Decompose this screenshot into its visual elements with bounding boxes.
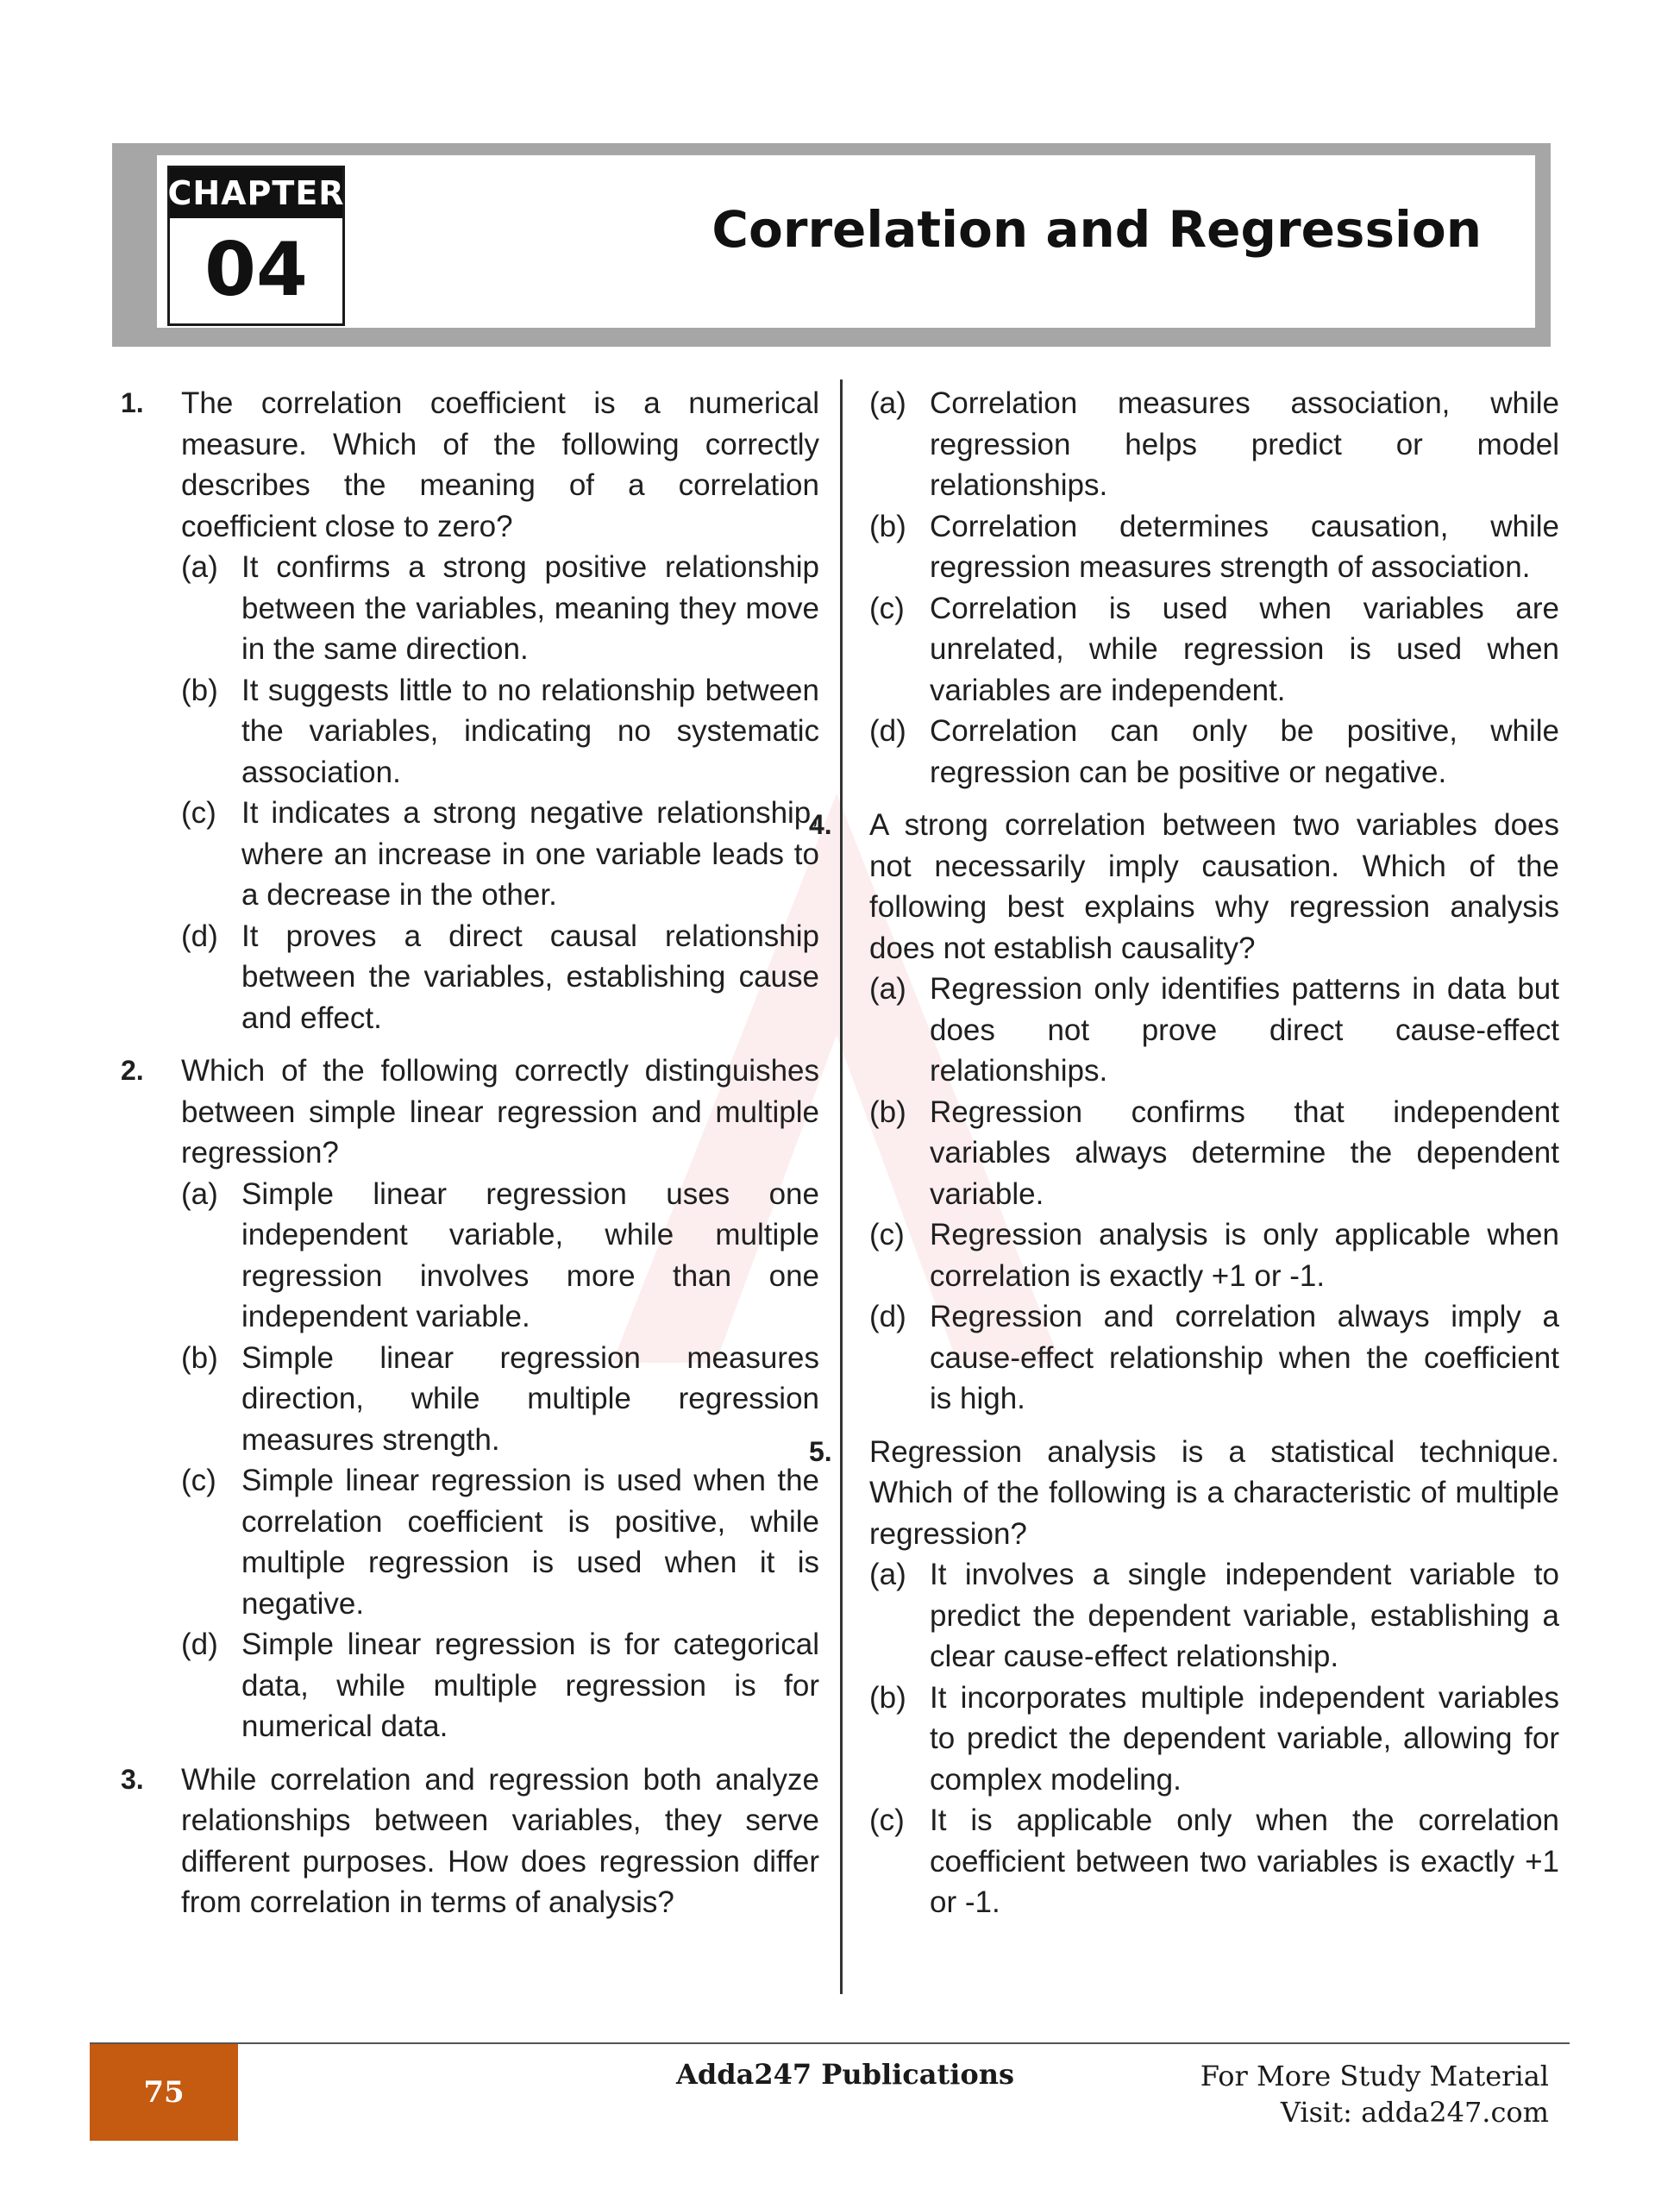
option-text: Regression only identifies patterns in data but does not prove direct cause-effect relationships. — [930, 972, 1559, 1088]
option-label: (a) — [181, 1176, 218, 1211]
option-text: Simple linear regression is for categorical data, while multiple regression is for numerical data. — [241, 1628, 819, 1743]
chapter-number: 04 — [204, 227, 308, 313]
option-b — [869, 1092, 1559, 1215]
option-label: (d) — [181, 919, 218, 953]
question-text: While correlation and regression both analyze relationships between variables, they serve different purposes. How does regression differ from correlation in terms of analysis? — [181, 1762, 819, 1919]
option-a — [181, 1174, 819, 1338]
promo-link[interactable]: Visit: adda247.com — [1280, 2096, 1549, 2129]
question-number: 5. — [809, 1435, 832, 1467]
option-text: It proves a direct causal relationship between the variables, establishing cause and effect. — [241, 919, 819, 1035]
option-d — [869, 711, 1559, 793]
option-label: (d) — [869, 1300, 906, 1333]
option-a — [869, 1554, 1559, 1678]
option-label: (b) — [869, 509, 906, 543]
option-text: Correlation determines causation, while regression measures strength of association. — [930, 509, 1559, 584]
question-3 — [121, 1760, 819, 1923]
chapter-badge — [167, 166, 345, 326]
option-text: Correlation can only be positive, while regression can be positive or negative. — [930, 714, 1559, 789]
option-a — [181, 547, 819, 670]
question-2 — [121, 1051, 819, 1747]
option-c — [869, 1214, 1559, 1296]
option-text: Regression and correlation always imply a cause-effect relationship when the coefficient is high. — [930, 1300, 1559, 1415]
publisher-name: Adda247 Publications — [676, 2058, 1015, 2091]
option-b — [181, 1338, 819, 1461]
page-number-badge — [90, 2044, 238, 2141]
option-d — [181, 916, 819, 1039]
option-text: It confirms a strong positive relationship between the variables, meaning they move in the same direction. — [241, 550, 819, 666]
option-d — [181, 1624, 819, 1747]
page-title: Correlation and Regression — [711, 200, 1482, 259]
option-label: (a) — [869, 386, 906, 420]
option-label: (d) — [181, 1628, 218, 1661]
question-text: A strong correlation between two variables does not necessarily imply causation. Which of the following best explains why regression analysis does not establish causality? — [869, 808, 1559, 965]
option-d — [869, 1296, 1559, 1420]
option-label: (b) — [181, 673, 218, 707]
option-label: (c) — [869, 591, 905, 625]
option-label: (a) — [181, 550, 218, 584]
option-c — [869, 588, 1559, 712]
option-text: Correlation measures association, while regression helps predict or model relationships. — [930, 386, 1559, 502]
footer-rule — [90, 2042, 1570, 2044]
option-b — [869, 506, 1559, 588]
option-c — [181, 793, 819, 916]
question-text: Which of the following correctly distinguishes between simple linear regression and multiple regression? — [181, 1054, 819, 1170]
page-number: 75 — [143, 2075, 185, 2110]
question-text: Regression analysis is a statistical technique. Which of the following is a characteristic of multiple regression? — [869, 1434, 1559, 1551]
option-text: Regression confirms that independent variables always determine the dependent variable. — [930, 1095, 1559, 1211]
option-label: (a) — [869, 972, 906, 1006]
option-text: It involves a single independent variable to predict the dependent variable, establishing a clear cause-effect relationship. — [930, 1558, 1559, 1673]
option-c — [181, 1460, 819, 1624]
option-text: Regression analysis is only applicable when correlation is exactly +1 or -1. — [930, 1218, 1559, 1293]
question-number: 4. — [809, 809, 832, 840]
option-text: It incorporates multiple independent variables to predict the dependent variable, allowing for complex modeling. — [930, 1680, 1559, 1797]
right-column — [809, 383, 1559, 1935]
option-a — [869, 383, 1559, 506]
option-text: Simple linear regression uses one independent variable, while multiple regression involves more than one independent variable. — [241, 1176, 819, 1333]
option-label: (c) — [869, 1218, 905, 1251]
option-label: (b) — [181, 1340, 218, 1375]
option-b — [181, 670, 819, 794]
option-label: (a) — [869, 1558, 906, 1591]
option-label: (c) — [181, 1464, 216, 1497]
option-c — [869, 1800, 1559, 1923]
option-a — [869, 969, 1559, 1092]
option-label: (c) — [869, 1803, 905, 1837]
option-text: Simple linear regression measures direction, while multiple regression measures strength. — [241, 1340, 819, 1457]
left-column — [121, 383, 819, 1935]
question-5 — [809, 1432, 1559, 1923]
option-text: Simple linear regression is used when the correlation coefficient is positive, while multiple regression is used when it is negative. — [241, 1464, 819, 1621]
option-text: It suggests little to no relationship between the variables, indicating no systematic association. — [241, 673, 819, 789]
option-text: Correlation is used when variables are unrelated, while regression is used when variables are independent. — [930, 591, 1559, 707]
question-1 — [121, 383, 819, 1038]
option-label: (b) — [869, 1680, 906, 1715]
chapter-label: CHAPTER — [170, 168, 342, 218]
option-text: It indicates a strong negative relationship, where an increase in one variable leads to a decrease in the other. — [241, 796, 819, 912]
question-number: 3. — [121, 1763, 144, 1795]
option-b — [869, 1678, 1559, 1801]
option-label: (b) — [869, 1095, 906, 1129]
question-text: The correlation coefficient is a numerical measure. Which of the following correctly describes the meaning of a correlation coefficient close to zero? — [181, 386, 819, 543]
option-label: (c) — [181, 796, 216, 830]
option-text: It is applicable only when the correlation coefficient between two variables is exactly +1 or -1. — [930, 1803, 1559, 1919]
promo-line-1: For More Study Material — [1200, 2060, 1549, 2092]
question-4 — [809, 805, 1559, 1420]
footer-promo — [1200, 2058, 1549, 2130]
option-label: (d) — [869, 714, 906, 748]
question-number: 2. — [121, 1055, 144, 1086]
question-number: 1. — [121, 387, 144, 418]
